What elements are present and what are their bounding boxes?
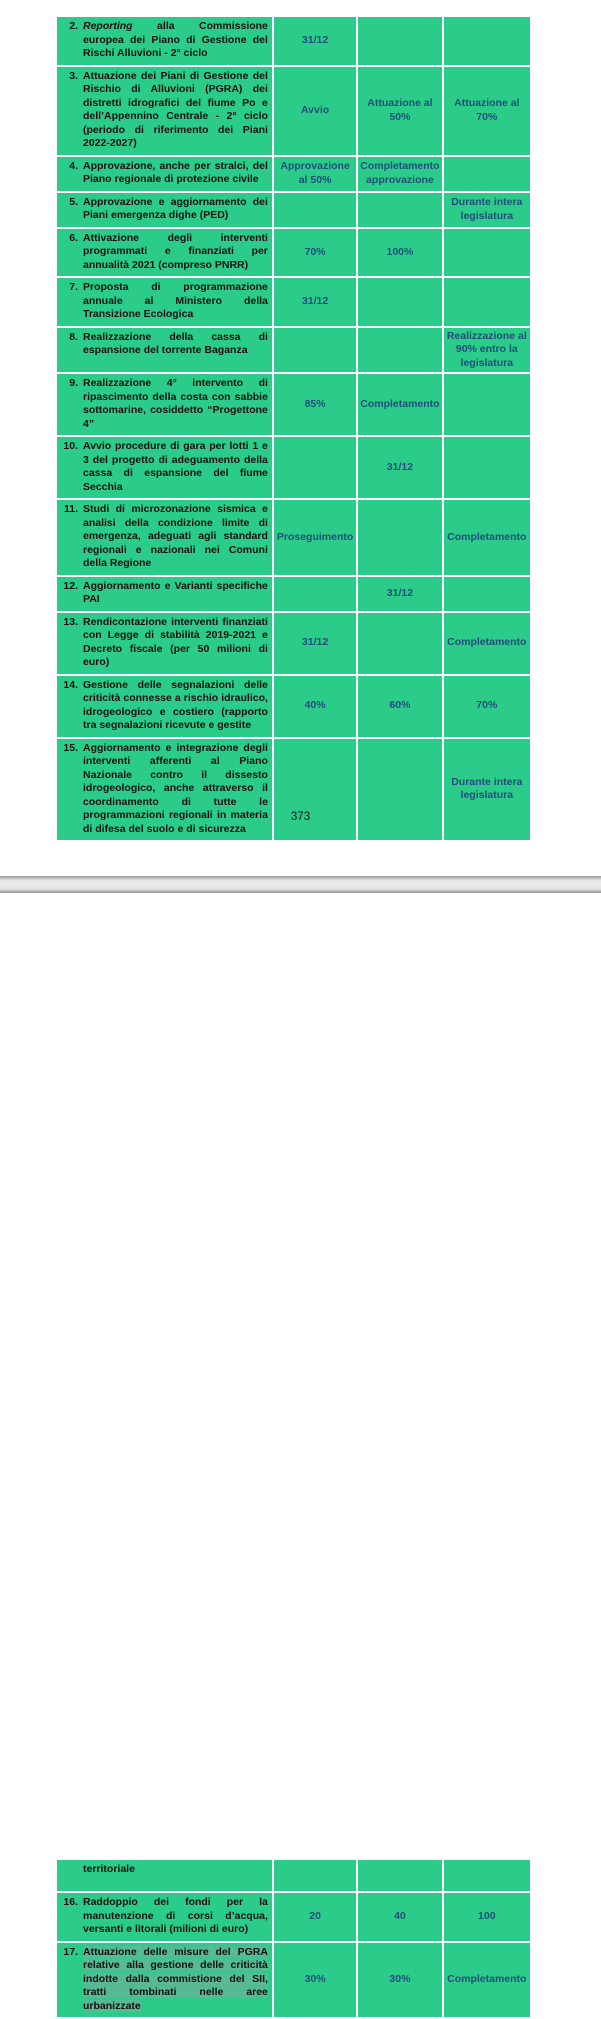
milestone-cell <box>444 374 530 435</box>
description-text: Aggiornamento e Varianti specifiche PAI <box>83 579 268 605</box>
row-number: 15. <box>63 741 78 754</box>
row-number: 11. <box>63 503 78 515</box>
description-text: Gestione delle segnalazioni delle criticità connesse a rischio idraulico, idrogeologico e costiero (rapporto tra segnalazioni ricevute e gestite <box>83 678 268 731</box>
table-row <box>57 328 530 373</box>
milestone-cell: 70% <box>274 229 356 277</box>
milestone-cell <box>444 278 530 326</box>
milestone-cell: Completamento <box>444 613 530 674</box>
row-number: 5. <box>69 195 78 208</box>
row-number: 6. <box>69 231 78 244</box>
milestone-cell <box>274 1860 356 1891</box>
milestone-cell <box>358 328 441 373</box>
milestone-cell: 100 <box>444 1893 530 1941</box>
table-row <box>57 67 530 155</box>
activity-description <box>83 616 268 670</box>
row-number: 2. <box>69 20 78 32</box>
milestone-cell <box>358 500 441 575</box>
milestone-cell <box>444 437 530 498</box>
table-row <box>57 577 530 611</box>
table-row <box>57 739 530 841</box>
description-text: Studi di microzonazione sismica e analisi della condizione limite di emergenza, adeguati agli standard regionali e nazionali nei Comuni della Regione <box>83 503 268 569</box>
description-text: Attuazione delle misure del PGRA relative alla gestione delle criticità indotte dalla commistione del SII, tratti tombinati nelle aree urbanizzate <box>83 1945 268 2012</box>
description-text: Raddoppio dei fondi per la manutenzione di corsi d’acqua, versanti e litorali (milioni di euro) <box>83 1896 268 1935</box>
activity-cell <box>57 1893 272 1941</box>
description-text: Attuazione dei Piani di Gestione del Rischio di Alluvioni (PGRA) dei distretti idrografici del fiume Po e dell’Appennino Centrale - 2° ciclo (periodo di riferimento dei Piani 2022-2027) <box>83 69 268 149</box>
milestone-cell: 31/12 <box>358 437 441 498</box>
milestone-cell: Durante intera legislatura <box>444 739 530 841</box>
row-number: 9. <box>69 377 78 389</box>
description-text: Approvazione, anche per stralci, del Piano regionale di protezione civile <box>83 159 268 185</box>
row-number: 16. <box>63 1896 78 1908</box>
milestone-cell: Attuazione al 70% <box>444 67 530 155</box>
milestone-cell <box>274 328 356 373</box>
table-row <box>57 374 530 435</box>
milestone-cell: Completamento <box>444 500 530 575</box>
milestone-cell <box>444 577 530 611</box>
description-text: Realizzazione della cassa di espansione del torrente Baganza <box>83 330 268 356</box>
row-number: 13. <box>63 615 78 628</box>
row-number: 7. <box>69 281 78 293</box>
activity-cell <box>57 500 272 575</box>
description-text: alla Commissione europea dei Piano di Gestione del Rischi Alluvioni - 2° ciclo <box>83 20 268 59</box>
milestone-cell <box>358 193 441 227</box>
milestone-cell: 100% <box>358 229 441 277</box>
row-number: 17. <box>63 1945 78 1958</box>
activity-cell <box>57 676 272 737</box>
row-number: 14. <box>63 678 78 691</box>
activity-cell <box>57 739 272 841</box>
description-text: Reporting <box>83 20 133 32</box>
milestone-cell: Attuazione al 50% <box>358 67 441 155</box>
description-text: Aggiornamento e integrazione degli interventi afferenti al Piano Nazionale contro il dissesto idrogeologico, anche attraverso il coordinamento di tutte le programmazioni regionali in materia di difesa del suolo e di sicurezza <box>83 741 268 835</box>
milestone-cell <box>358 739 441 841</box>
table-row <box>57 500 530 575</box>
activity-cell <box>57 278 272 326</box>
row-number: 8. <box>69 330 78 343</box>
activity-description <box>83 160 268 187</box>
activity-description <box>83 377 268 431</box>
activity-description <box>83 281 268 322</box>
activity-cell <box>57 229 272 277</box>
milestone-cell: Completamento <box>358 374 441 435</box>
milestone-cell <box>444 229 530 277</box>
description-text: Approvazione e aggiornamento dei Piani emergenza dighe (PED) <box>83 195 268 221</box>
row-number: 4. <box>69 159 78 172</box>
milestone-cell: 20 <box>274 1893 356 1941</box>
activity-description <box>83 679 268 733</box>
milestone-cell <box>274 437 356 498</box>
milestone-cell: 30% <box>358 1943 441 2018</box>
milestone-cell: Avvio <box>274 67 356 155</box>
activity-cell <box>57 613 272 674</box>
milestone-cell: Realizzazione al 90% entro la legislatura <box>444 328 530 373</box>
milestone-cell <box>444 1860 530 1891</box>
row-number: 3. <box>69 69 78 82</box>
milestone-cell: Completamento <box>444 1943 530 2018</box>
milestone-cell: 60% <box>358 676 441 737</box>
objectives-table-page-2 <box>55 1858 532 2019</box>
milestone-cell <box>444 157 530 191</box>
table-row <box>57 613 530 674</box>
milestone-cell: 31/12 <box>274 613 356 674</box>
activity-description <box>83 20 268 61</box>
table-row <box>57 1943 530 2018</box>
activity-description <box>83 331 268 358</box>
table-row <box>57 1860 530 1891</box>
milestone-cell: 31/12 <box>274 17 356 65</box>
document-page-2 <box>0 893 601 2012</box>
milestone-cell <box>274 193 356 227</box>
activity-description <box>83 70 268 151</box>
milestone-cell <box>444 17 530 65</box>
milestone-cell: 40 <box>358 1893 441 1941</box>
table-row <box>57 17 530 65</box>
activity-description <box>83 1946 268 2014</box>
milestone-cell: Completamento approvazione <box>358 157 441 191</box>
activity-cell <box>57 437 272 498</box>
milestone-cell <box>358 613 441 674</box>
milestone-cell: 31/12 <box>358 577 441 611</box>
activity-description <box>83 232 268 273</box>
page-break-separator <box>0 876 601 893</box>
milestone-cell: Durante intera legislatura <box>444 193 530 227</box>
milestone-cell <box>274 577 356 611</box>
table-body-page-1 <box>57 17 530 840</box>
description-text: Attivazione degli interventi programmati e finanziati per annualità 2021 (compreso PNRR) <box>83 231 268 271</box>
milestone-cell: 30% <box>274 1943 356 2018</box>
table-row <box>57 193 530 227</box>
activity-description <box>83 440 268 494</box>
table-row <box>57 229 530 277</box>
activity-cell <box>57 67 272 155</box>
description-text: Proposta di programmazione annuale al Ministero della Transizione Ecologica <box>83 281 268 320</box>
milestone-cell <box>358 278 441 326</box>
description-text: Realizzazione 4° intervento di ripascimento della costa con sabbie sottomarine, cosiddetto “Progettone 4” <box>83 377 268 430</box>
milestone-cell <box>358 1860 441 1891</box>
milestone-cell: Approvazione al 50% <box>274 157 356 191</box>
activity-cell <box>57 157 272 191</box>
description-text: Avvio procedure di gara per lotti 1 e 3 del progetto di adeguamento della cassa di espansione del fiume Secchia <box>83 440 268 493</box>
activity-cell <box>57 577 272 611</box>
objectives-table-page-1 <box>55 15 532 842</box>
table-row <box>57 278 530 326</box>
milestone-cell <box>358 17 441 65</box>
activity-description <box>83 580 268 607</box>
row-number: 12. <box>63 579 78 592</box>
table-body-page-2 <box>57 1860 530 2017</box>
milestone-cell: Proseguimento <box>274 500 356 575</box>
table-row <box>57 157 530 191</box>
milestone-cell: 70% <box>444 676 530 737</box>
row-number: 10. <box>63 440 78 452</box>
milestone-cell: 85% <box>274 374 356 435</box>
milestone-cell: 31/12 <box>274 278 356 326</box>
table-row <box>57 676 530 737</box>
table-row <box>57 437 530 498</box>
milestone-cell <box>274 739 356 841</box>
description-text: territoriale <box>83 1863 135 1875</box>
activity-cell <box>57 1860 272 1891</box>
activity-description <box>83 1896 268 1937</box>
activity-description <box>83 503 268 571</box>
table-row <box>57 1893 530 1941</box>
page-number: 373 <box>290 811 311 823</box>
document-page-1 <box>0 0 601 876</box>
activity-cell <box>57 17 272 65</box>
activity-description <box>83 196 268 223</box>
milestone-cell: 40% <box>274 676 356 737</box>
activity-cell <box>57 193 272 227</box>
activity-cell <box>57 1943 272 2018</box>
activity-cell <box>57 374 272 435</box>
activity-cell <box>57 328 272 373</box>
activity-description <box>83 1863 268 1877</box>
description-text: Rendicontazione interventi finanziati con Legge di stabilità 2019-2021 e Decreto fiscale (per 50 milioni di euro) <box>83 615 268 668</box>
